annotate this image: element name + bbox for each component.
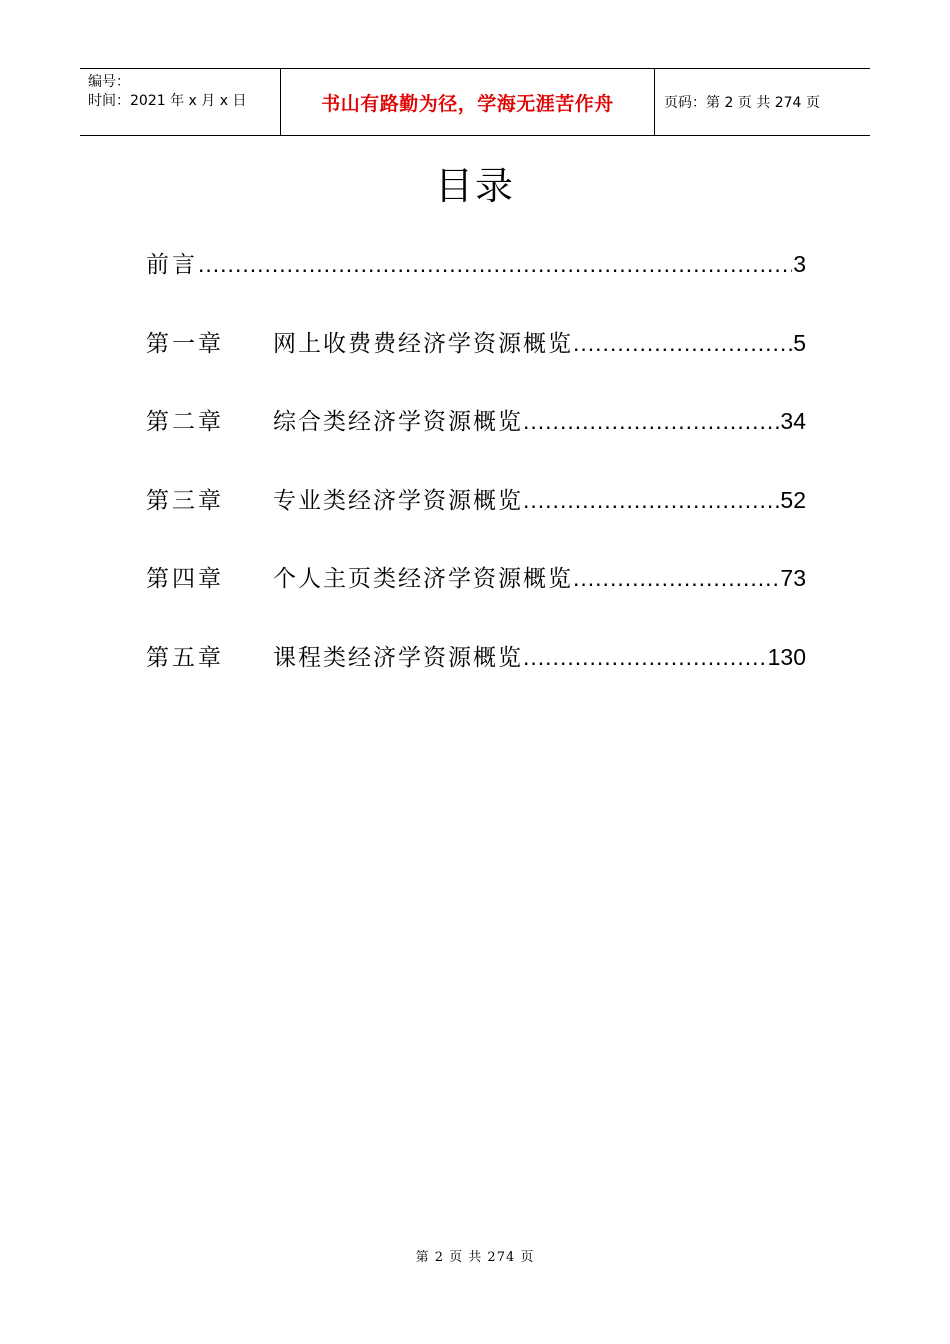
toc-dot-leader xyxy=(573,323,792,363)
toc-dot-leader xyxy=(523,480,779,520)
toc-dot-leader xyxy=(523,637,767,677)
page-footer: 第 2 页 共 274 页 xyxy=(415,1250,535,1265)
toc-page-number: 130 xyxy=(767,643,806,670)
toc-page-number: 52 xyxy=(780,486,806,513)
toc-chapter-label: 第四章 xyxy=(146,566,224,593)
toc-entry-chapter-3[interactable] xyxy=(146,480,806,559)
toc-chapter-label: 第二章 xyxy=(146,409,224,436)
table-of-contents xyxy=(146,244,806,716)
page-header xyxy=(80,68,870,136)
header-time-label: 时间：2021 年 x 月 x 日 xyxy=(88,93,247,109)
toc-entry-preface[interactable] xyxy=(146,244,806,323)
header-number-label: 编号： xyxy=(88,74,130,90)
toc-page-number: 73 xyxy=(780,565,806,592)
toc-entry-chapter-2[interactable] xyxy=(146,401,806,480)
page-title: 目录 xyxy=(434,164,515,208)
toc-dot-leader xyxy=(573,558,779,598)
header-page-info: 页码：第 2 页 共 274 页 xyxy=(664,95,820,111)
toc-entry-title: 综合类经济学资源概览 xyxy=(273,409,523,436)
toc-dot-leader xyxy=(523,401,779,441)
toc-chapter-label: 第一章 xyxy=(146,330,224,357)
toc-entry-title: 课程类经济学资源概览 xyxy=(273,644,523,671)
toc-page-number: 5 xyxy=(793,329,806,356)
toc-chapter-label: 第五章 xyxy=(146,644,224,671)
toc-chapter-label: 第三章 xyxy=(146,487,224,514)
toc-entry-chapter-1[interactable] xyxy=(146,323,806,402)
toc-entry-title: 个人主页类经济学资源概览 xyxy=(273,566,573,593)
toc-chapter-label: 前言 xyxy=(146,252,198,278)
toc-entry-title: 专业类经济学资源概览 xyxy=(273,487,523,514)
header-meta xyxy=(80,69,281,135)
header-motto: 书山有路勤为径，学海无涯苦作舟 xyxy=(281,69,655,135)
toc-entry-chapter-4[interactable] xyxy=(146,558,806,637)
toc-dot-leader xyxy=(198,244,792,284)
toc-entry-chapter-5[interactable] xyxy=(146,637,806,716)
toc-page-number: 34 xyxy=(780,408,806,435)
toc-entry-title: 网上收费费经济学资源概览 xyxy=(273,330,573,357)
toc-page-number: 3 xyxy=(793,251,806,277)
